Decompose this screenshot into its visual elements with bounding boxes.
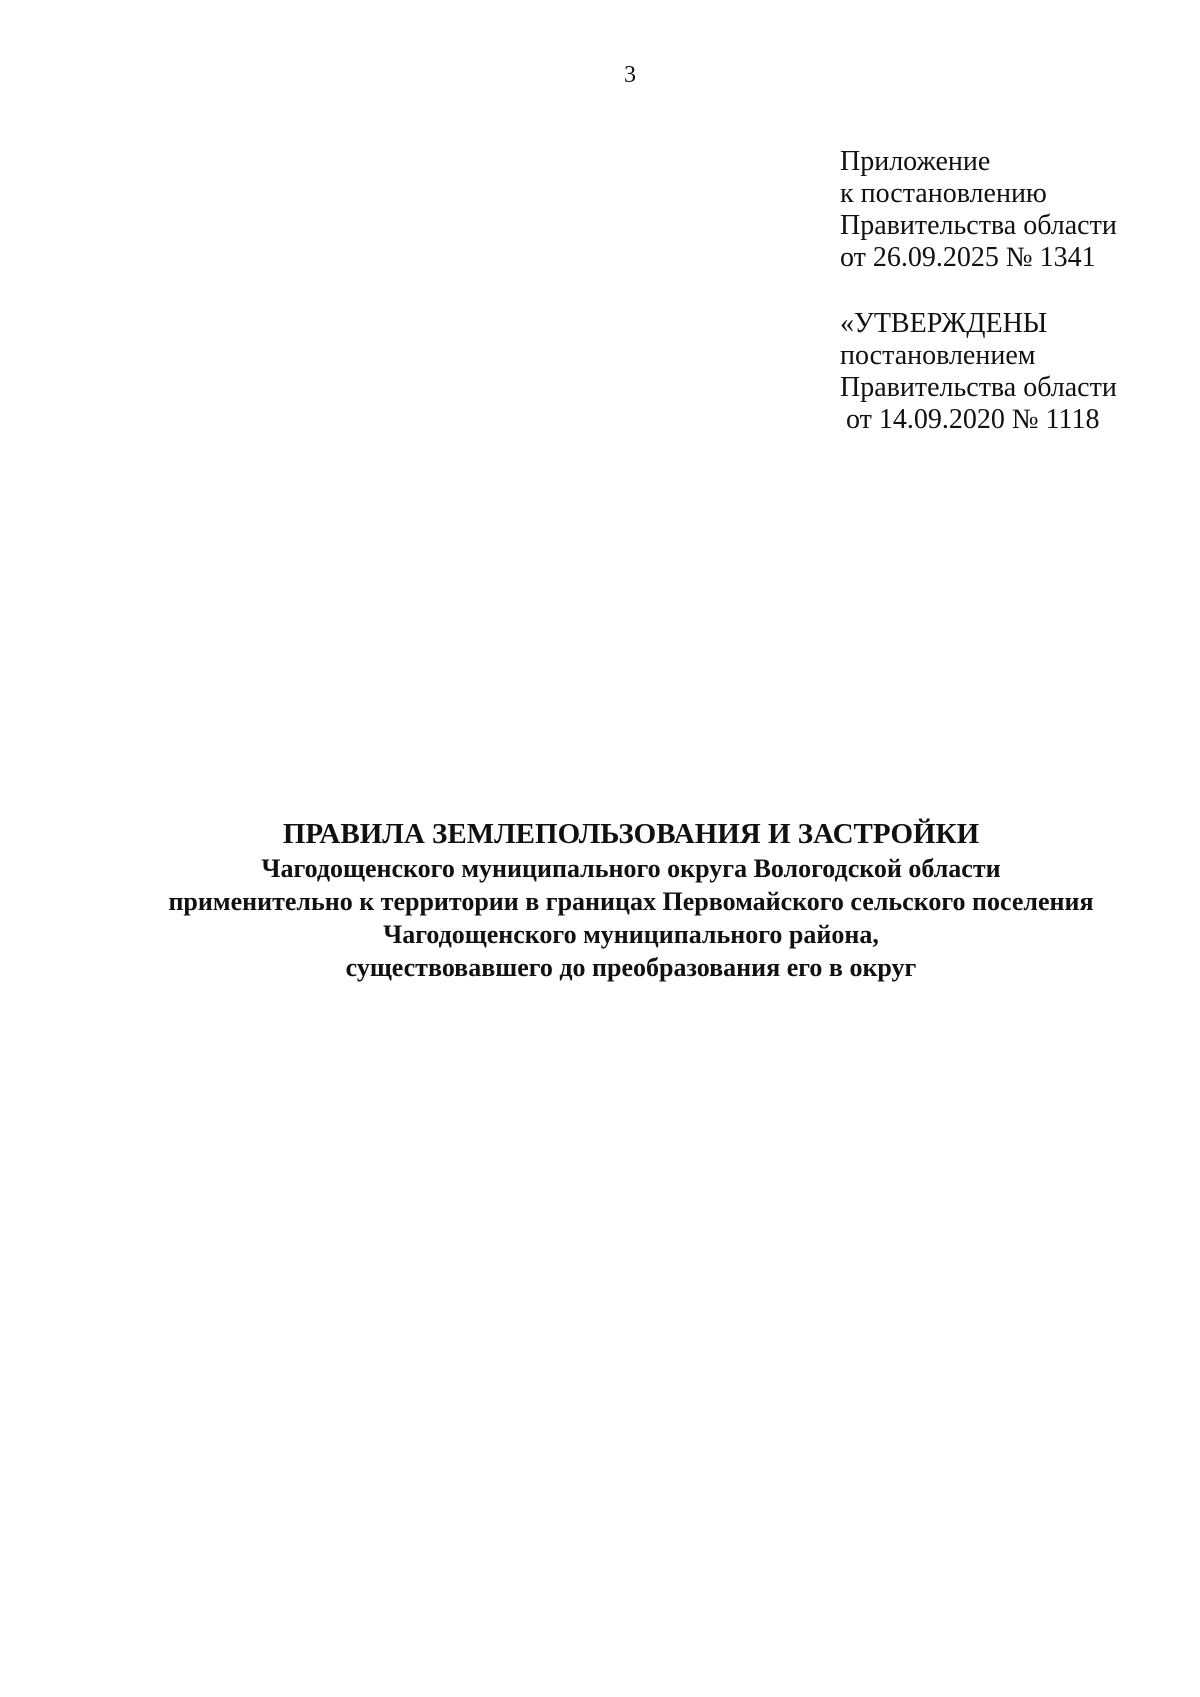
approved-block [840,308,1117,436]
document-subtitle-line: существовавшего до преобразования его в округ [345,953,917,982]
document-title-block [0,816,1200,984]
approved-line: от 14.09.2020 № 1118 [846,404,1100,435]
appendix-line: к постановлению [840,178,1047,209]
document-subtitle-line: применительно к территории в границах Первомайского сельского поселения [168,887,1094,916]
approved-line: постановлением [840,340,1036,371]
document-subtitle-line: Чагодощенского муниципального округа Вологодской области [261,854,1001,883]
document-subtitle-line: Чагодощенского муниципального района, [383,920,879,949]
approved-line: Правительства области [840,372,1117,403]
appendix-line: Правительства области [840,210,1117,241]
page-number: 3 [624,62,636,88]
appendix-line: Приложение [840,146,991,177]
appendix-block [840,146,1117,274]
appendix-line: от 26.09.2025 № 1341 [840,242,1096,273]
approved-line: «УТВЕРЖДЕНЫ [840,308,1048,339]
document-title: ПРАВИЛА ЗЕМЛЕПОЛЬЗОВАНИЯ И ЗАСТРОЙКИ [282,818,980,850]
